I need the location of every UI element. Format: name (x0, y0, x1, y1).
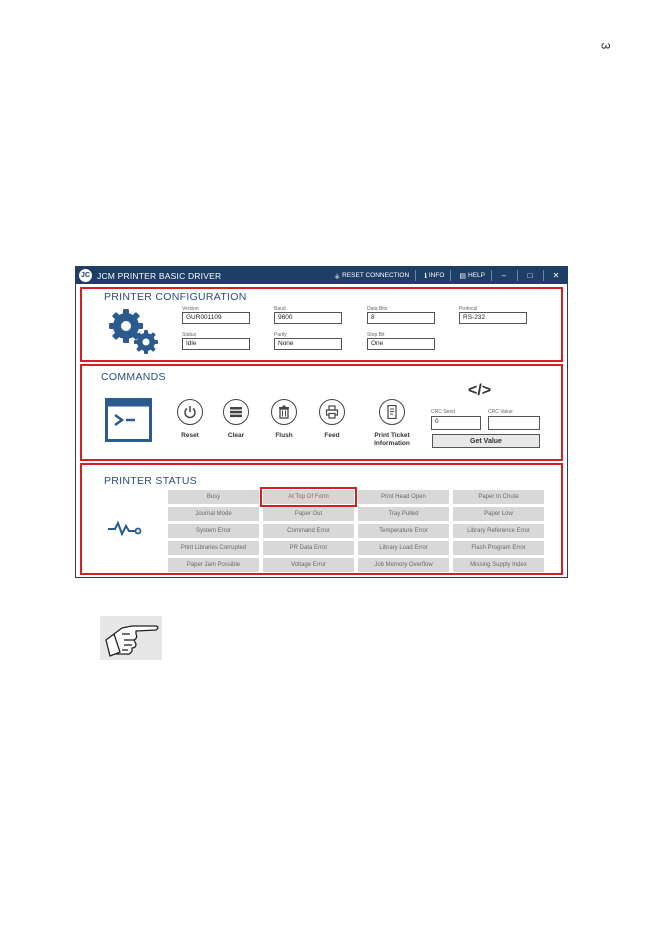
printer-status-panel (80, 463, 563, 575)
status-cell: Flash Program Error (453, 541, 544, 555)
status-cell: Temperature Error (358, 524, 449, 538)
app-logo: JC (79, 269, 92, 282)
commands-panel (80, 364, 563, 461)
get-value-button[interactable]: Get Value (432, 434, 540, 448)
status-cell: Missing Supply Index (453, 558, 544, 572)
crc-seed-field[interactable]: 0 (431, 416, 481, 430)
divider (450, 270, 451, 281)
status-cell: PR Data Error (263, 541, 354, 555)
list-icon (223, 399, 249, 425)
feed-label: Feed (324, 432, 340, 439)
protocol-label: Protocol (459, 306, 478, 312)
status-cell: Paper Out (263, 507, 354, 521)
crc-value-field[interactable] (488, 416, 540, 430)
code-icon: </> (468, 382, 492, 399)
version-field[interactable]: GUR001109 (182, 312, 250, 324)
status-cell: Library Reference Error (453, 524, 544, 538)
reset-button[interactable] (170, 399, 210, 440)
status-cell: Voltage Error (263, 558, 354, 572)
note-pointing-hand-icon (100, 616, 162, 660)
flush-button[interactable] (264, 399, 304, 440)
page-number: 3 (598, 42, 612, 50)
network-icon: ⚶ (334, 272, 341, 280)
crc-value-label: CRC Value (488, 409, 513, 415)
print-ticket-label-line2: Information (374, 440, 410, 447)
flush-label: Flush (275, 432, 293, 439)
section-title: PRINTER CONFIGURATION (104, 291, 247, 303)
minimize-button[interactable]: ‒ (501, 271, 507, 280)
close-button[interactable]: ✕ (552, 271, 560, 280)
power-icon (177, 399, 203, 425)
status-cell: Paper Low (453, 507, 544, 521)
print-ticket-information-label (369, 432, 415, 448)
stop-bit-label: Stop Bit (367, 332, 385, 338)
title-bar (76, 267, 567, 284)
version-label: Version (182, 306, 199, 312)
data-bits-field[interactable]: 8 (367, 312, 435, 324)
trash-icon (271, 399, 297, 425)
reset-label: Reset (181, 432, 199, 439)
stop-bit-field[interactable]: One (367, 338, 435, 350)
status-cell-highlighted: At Top Of Form (263, 490, 354, 504)
status-cell: Tray Pulled (358, 507, 449, 521)
reset-connection-button[interactable] (334, 272, 409, 280)
section-title: COMMANDS (101, 371, 166, 383)
feed-button[interactable] (312, 399, 352, 440)
gears-icon (106, 307, 164, 355)
status-cell: Library Load Error (358, 541, 449, 555)
maximize-button[interactable]: □ (527, 271, 533, 280)
baud-field[interactable]: 9600 (274, 312, 342, 324)
crc-seed-label: CRC Seed (431, 409, 455, 415)
protocol-field[interactable]: RS-232 (459, 312, 527, 324)
printer-configuration-panel (80, 287, 563, 362)
status-cell: Busy (168, 490, 259, 504)
status-cell: Paper Jam Possible (168, 558, 259, 572)
section-title: PRINTER STATUS (104, 475, 198, 487)
help-button[interactable] (459, 272, 485, 280)
help-label: HELP (468, 272, 485, 279)
print-ticket-label-line1: Print Ticket (374, 432, 410, 439)
parity-label: Parity (274, 332, 287, 338)
info-label: INFO (428, 272, 445, 279)
status-label: Status (182, 332, 197, 338)
receipt-icon (379, 399, 405, 425)
book-icon: ▤ (459, 272, 467, 280)
pulse-icon (108, 520, 144, 536)
clear-label: Clear (227, 432, 245, 439)
status-cell: Print Head Open (358, 490, 449, 504)
info-icon: ℹ (424, 272, 427, 280)
status-cell: Paper In Chute (453, 490, 544, 504)
reset-connection-label: RESET CONNECTION (342, 272, 410, 279)
divider (491, 270, 492, 281)
status-cell: Job Memory Overflow (358, 558, 449, 572)
info-button[interactable] (424, 272, 444, 280)
printer-icon (319, 399, 345, 425)
terminal-icon (105, 398, 152, 442)
divider (517, 270, 518, 281)
status-cell: Command Error (263, 524, 354, 538)
divider (415, 270, 416, 281)
baud-label: Baud (274, 306, 286, 312)
print-ticket-information-button[interactable] (369, 399, 415, 448)
status-cell: Print Libraries Corrupted (168, 541, 259, 555)
app-title: JCM PRINTER BASIC DRIVER (97, 270, 222, 281)
divider (543, 270, 544, 281)
status-cell: System Error (168, 524, 259, 538)
status-field[interactable]: Idle (182, 338, 250, 350)
status-cell: Journal Mode (168, 507, 259, 521)
status-grid (168, 490, 544, 572)
app-window (75, 266, 568, 578)
data-bits-label: Data Bits (367, 306, 388, 312)
parity-field[interactable]: None (274, 338, 342, 350)
clear-button[interactable] (216, 399, 256, 440)
